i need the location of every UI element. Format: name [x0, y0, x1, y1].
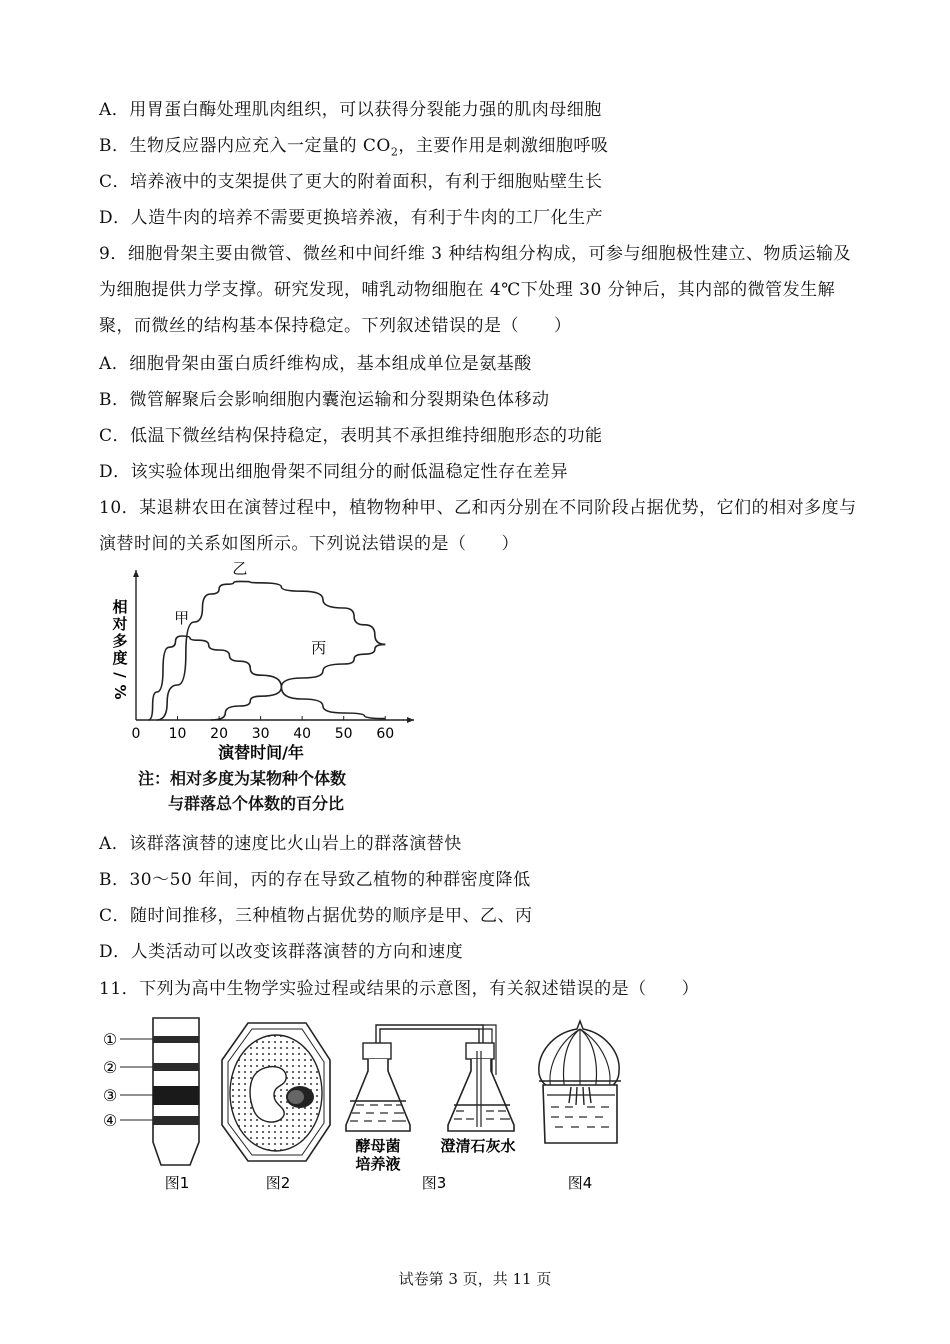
q8-option-d: D．人造牛肉的培养不需要更换培养液，有利于牛肉的工厂化生产 — [99, 208, 604, 228]
chart-note — [138, 766, 346, 816]
x-tick-label: 50 — [334, 726, 353, 742]
band-label-1: ① — [102, 1030, 118, 1049]
q10-option-d: D．人类活动可以改变该群落演替的方向和速度 — [99, 942, 464, 962]
figure-4-caption: 图4 — [567, 1174, 593, 1192]
figure-3-caption: 图3 — [421, 1174, 447, 1192]
yeast-label-2: 培养液 — [355, 1155, 401, 1173]
page-footer: 试卷第 3 页，共 11 页 — [398, 1270, 552, 1288]
y-axis-title-char: 度 — [112, 649, 128, 667]
series-label-丙: 丙 — [311, 638, 327, 657]
pigment-band-3 — [153, 1086, 199, 1105]
q8-option-b: B．生物反应器内应充入一定量的 $CO_2$，主要作用是刺激细胞呼吸 — [99, 136, 609, 159]
q9-option-c: C．低温下微丝结构保持稳定，表明其不承担维持细胞形态的功能 — [99, 426, 603, 446]
chart-axes — [133, 570, 414, 723]
q10-option-b: B．30～50 年间，丙的存在导致乙植物的种群密度降低 — [99, 870, 531, 890]
q8-option-c: C．培养液中的支架提供了更大的附着面积，有利于细胞贴壁生长 — [99, 172, 603, 192]
q8-option-a: A．用胃蛋白酶处理肌肉组织，可以获得分裂能力强的肌肉母细胞 — [99, 100, 602, 120]
q10-stem: 10．某退耕农田在演替过程中，植物物种甲、乙和丙分别在不同阶段占据优势，它们的相对多度与演替时间的关系如图所示。下列说法错误的是（ ） — [99, 498, 857, 554]
figure-1-chromatography — [95, 1015, 215, 1195]
x-tick-label: 40 — [293, 726, 312, 742]
succession-chart — [100, 559, 420, 765]
q9-option-a: A．细胞骨架由蛋白质纤维构成，基本组成单位是氨基酸 — [99, 354, 532, 374]
x-tick-label: 0 — [131, 726, 141, 742]
y-axis-title-char: 对 — [112, 615, 128, 633]
x-axis-arrow — [407, 717, 414, 723]
x-tick-label: 10 — [168, 726, 187, 742]
series-label-甲: 甲 — [174, 609, 190, 628]
y-axis-arrow — [133, 570, 139, 577]
pigment-band-1 — [153, 1036, 199, 1043]
figure-1-caption: 图1 — [164, 1174, 190, 1192]
note-line-2: 与群落总个体数的百分比 — [168, 794, 345, 813]
y-axis-title-char: 相 — [112, 598, 128, 616]
q11-stem: 11．下列为高中生物学实验过程或结果的示意图，有关叙述错误的是（ ） — [99, 979, 700, 999]
pigment-band-4 — [153, 1116, 199, 1125]
q10-option-a: A．该群落演替的速度比火山岩上的群落演替快 — [99, 834, 462, 854]
series-label-乙: 乙 — [232, 559, 248, 578]
q9-option-d: D．该实验体现出细胞骨架不同组分的耐低温稳定性存在差异 — [99, 462, 569, 482]
y-axis-title-char: % — [111, 684, 129, 700]
chart-lines — [148, 581, 385, 720]
band-label-2: ② — [102, 1058, 118, 1077]
figure-4-onion — [525, 1015, 635, 1195]
figure-3-flasks — [338, 1015, 528, 1195]
pigment-band-2 — [153, 1063, 199, 1071]
figure-2-caption: 图2 — [265, 1174, 291, 1192]
x-axis-title: 演替时间/年 — [218, 743, 304, 762]
series-line-丙 — [211, 644, 385, 720]
band-label-3: ③ — [102, 1086, 118, 1105]
q10-option-c: C．随时间推移，三种植物占据优势的顺序是甲、乙、丙 — [99, 906, 533, 926]
yeast-label-1: 酵母菌 — [355, 1137, 401, 1155]
q9-option-b: B．微管解聚后会影响细胞内囊泡运输和分裂期染色体移动 — [99, 390, 550, 410]
band-label-4: ④ — [102, 1111, 118, 1130]
limewater-label: 澄清石灰水 — [440, 1137, 516, 1155]
figure-2-plant-cell — [212, 1015, 342, 1195]
y-axis-title-char: / — [111, 672, 129, 678]
y-axis-title-char: 多 — [112, 632, 128, 650]
q9-stem: 9．细胞骨架主要由微管、微丝和中间纤维 3 种结构组分构成，可参与细胞极性建立、物质运输及为细胞提供力学支撑。研究发现，哺乳动物细胞在 4℃下处理 30 分钟后，其内部的微管发生解聚，而微丝的结构基本保持稳定。下列叙述错误的是（ ） — [99, 244, 851, 336]
x-tick-label: 60 — [376, 726, 395, 742]
chart-labels — [111, 559, 394, 762]
x-tick-label: 30 — [251, 726, 270, 742]
x-tick-label: 20 — [210, 726, 228, 742]
note-line-1: 注：相对多度为某物种个体数 — [138, 769, 347, 788]
series-line-乙 — [157, 581, 385, 720]
